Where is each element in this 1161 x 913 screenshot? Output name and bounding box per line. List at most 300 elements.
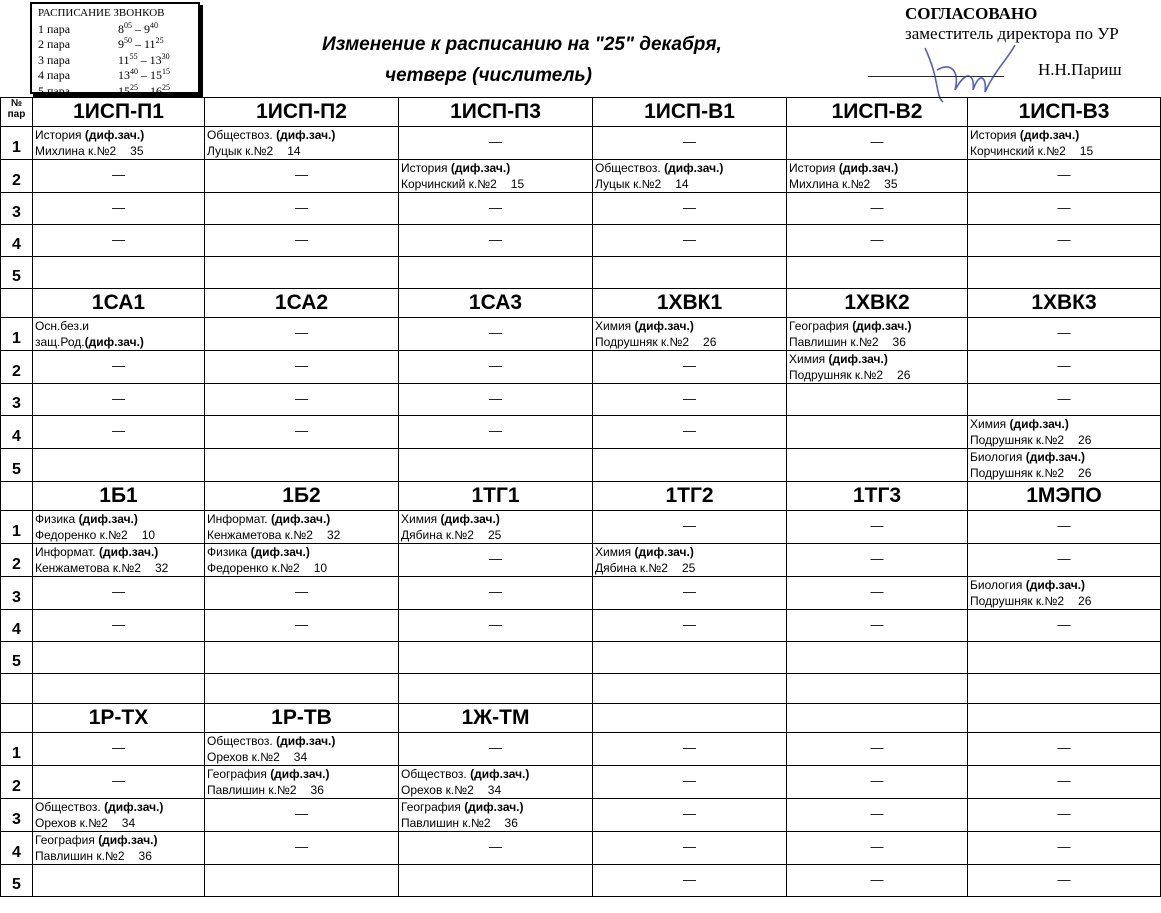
empty-lesson: — [593,193,787,225]
blank-cell [33,257,205,289]
exam-mark: (диф.зач.) [270,512,331,526]
lesson-cell [968,449,1161,482]
exam-mark: (диф.зач.) [276,128,336,142]
pair-number: 4 [1,610,33,642]
teacher-room: Орехов к.№2 [207,750,280,764]
empty-lesson: — [968,799,1161,832]
blank-cell [205,865,399,897]
exam-mark: (диф.зач.) [828,352,888,366]
blank-cell [968,642,1161,674]
empty-lesson: — [205,160,399,193]
lesson-cell [33,127,205,160]
lesson-cell [593,318,787,351]
bell-row [38,22,198,38]
spacer-row [1,674,1161,704]
pair-number: 3 [1,193,33,225]
lesson-row [1,257,1161,289]
pair-number: 2 [1,544,33,577]
empty-lesson: — [787,610,968,642]
empty-lesson: — [33,610,205,642]
blank-cell [787,384,968,416]
bell-period-label: 5 пара [38,83,71,98]
blank-cell [33,642,205,674]
blank-cell [787,674,968,704]
teacher-room: Орехов к.№2 [401,783,474,797]
empty-lesson: — [593,351,787,384]
lesson-row [1,733,1161,766]
subject: Обществоз. [207,128,273,142]
group-name: 1МЭПО [968,482,1161,511]
room-number: 26 [1078,433,1092,447]
pair-number: 4 [1,225,33,257]
lesson-row [1,351,1161,384]
blank-cell [787,257,968,289]
blank-cell [399,674,593,704]
subject: Обществоз. [595,161,661,175]
group-header-row [1,289,1161,318]
subject: Химия [789,352,826,366]
blank-cell [1,674,33,704]
teacher-room: Подрушняк к.№2 [970,433,1065,447]
group-name: 1ТГ3 [787,482,968,511]
empty-lesson: — [593,577,787,610]
exam-mark: (диф.зач.) [270,767,330,781]
empty-lesson: — [399,384,593,416]
group-name: 1Б1 [33,482,205,511]
document-header [0,0,1161,96]
subject: Обществоз. [35,800,101,814]
exam-mark: (диф.зач.) [276,734,336,748]
lesson-cell [33,799,205,832]
blank-cell [593,257,787,289]
empty-lesson: — [33,766,205,799]
lesson-row [1,544,1161,577]
empty-lesson: — [33,193,205,225]
empty-lesson: — [787,577,968,610]
room-number: 25 [681,561,696,575]
pair-number: 2 [1,351,33,384]
blank-cell [787,642,968,674]
lesson-row [1,160,1161,193]
teacher-room: Михлина к.№2 [35,144,117,158]
empty-lesson: — [787,544,968,577]
pair-number: 1 [1,511,33,544]
subject: Информат. [35,545,96,559]
group-name: 1ХВК1 [593,289,787,318]
teacher-room: Корчинский к.№2 [970,144,1066,158]
empty-lesson: — [205,416,399,449]
lesson-cell [968,416,1161,449]
blank-cell [968,674,1161,704]
empty-lesson: — [205,351,399,384]
teacher-room: Павлишин к.№2 [207,783,297,797]
empty-lesson: — [968,225,1161,257]
empty-lesson: — [205,832,399,865]
lesson-cell [399,160,593,193]
pair-number: 5 [1,449,33,482]
blank-cell [787,449,968,482]
lesson-row [1,449,1161,482]
exam-mark: (диф.зач.) [464,800,524,814]
lesson-cell [205,544,399,577]
pair-number: 5 [1,257,33,289]
empty-lesson: — [593,416,787,449]
blank-cell [33,865,205,897]
pair-number: 3 [1,577,33,610]
empty-lesson: — [399,733,593,766]
lesson-row [1,193,1161,225]
exam-mark: (диф.зач.) [664,161,724,175]
empty-lesson: — [205,193,399,225]
lesson-cell [205,733,399,766]
exam-mark: (диф.зач.) [98,833,158,847]
exam-mark: (диф.зач.) [1025,450,1086,464]
blank-cell [33,674,205,704]
lesson-row [1,766,1161,799]
empty-lesson: — [33,384,205,416]
exam-mark: (диф.зач.) [450,161,511,175]
subject: Физика [35,512,76,526]
subject: История [401,161,448,175]
empty-lesson: — [33,225,205,257]
lesson-cell [593,160,787,193]
teacher-room: Подрушняк к.№2 [970,466,1065,480]
teacher-room: Луцык к.№2 [595,177,662,191]
teacher-room: Дябина к.№2 [595,561,668,575]
empty-lesson: — [593,766,787,799]
pair-number: 5 [1,865,33,897]
title-line-2: четверг (числитель) [385,65,593,86]
empty-lesson: — [205,225,399,257]
blank-cell [968,257,1161,289]
empty-lesson: — [399,193,593,225]
group-name [593,704,787,733]
group-header-row [1,704,1161,733]
empty-lesson: — [205,577,399,610]
room-number: 35 [130,144,144,158]
lesson-cell [33,544,205,577]
room-number: 26 [1078,594,1092,608]
empty-lesson: — [968,384,1161,416]
pair-number: 1 [1,318,33,351]
approval-heading: СОГЛАСОВАНО [905,4,1038,23]
empty-lesson: — [399,832,593,865]
blank-cell [593,449,787,482]
teacher-room: Корчинский к.№2 [401,177,497,191]
empty-cell [1,704,33,733]
room-number: 26 [897,368,911,382]
teacher-room: Павлишин к.№2 [401,816,491,830]
group-name: 1ИСП-В1 [593,98,787,127]
exam-mark: (диф.зач.) [78,512,138,526]
bell-row [38,37,198,53]
empty-lesson: — [593,865,787,897]
empty-cell [1,482,33,511]
empty-lesson: — [968,832,1161,865]
pair-number-header: № пар [1,98,33,127]
teacher-room: Подрушняк к.№2 [595,335,690,349]
group-name: 1ХВК2 [787,289,968,318]
bell-period-label: 1 пара [38,21,71,36]
schedule-table [0,97,1161,897]
empty-cell [1,289,33,318]
group-name: 1Р-ТВ [205,704,399,733]
subject: История [789,161,836,175]
subject: История [970,128,1017,142]
group-name: 1ИСП-П1 [33,98,205,127]
subject: Информат. [207,512,268,526]
group-name: 1ИСП-П2 [205,98,399,127]
lesson-cell [399,766,593,799]
empty-lesson: — [33,416,205,449]
empty-lesson: — [787,193,968,225]
teacher-room: Подрушняк к.№2 [970,594,1065,608]
exam-mark: (диф.зач.) [440,512,500,526]
blank-cell [205,674,399,704]
blank-cell [399,642,593,674]
bell-period-label: 2 пара [38,37,71,51]
room-number: 14 [287,144,301,158]
bell-period-label: 4 пара [38,68,71,82]
teacher-room: Кенжаметова к.№2 [207,528,313,542]
empty-lesson: — [968,318,1161,351]
empty-lesson: — [33,351,205,384]
empty-lesson: — [968,511,1161,544]
empty-lesson: — [787,127,968,160]
empty-lesson: — [787,225,968,257]
pair-number: 3 [1,799,33,832]
lesson-cell [205,511,399,544]
group-name [968,704,1161,733]
blank-cell [593,642,787,674]
exam-mark: (диф.зач.) [84,128,145,142]
empty-lesson: — [787,799,968,832]
subject: История [35,128,82,142]
subject: Физика [207,545,248,559]
teacher-room: Михлина к.№2 [789,177,871,191]
blank-cell [593,674,787,704]
room-number: 10 [141,528,156,542]
title-line-1: Изменение к расписанию на "25" декабря, [322,34,722,55]
empty-lesson: — [968,160,1161,193]
empty-lesson: — [33,160,205,193]
empty-lesson: — [787,865,968,897]
bell-time: $9^{50} - 11^{25}$ [118,36,164,51]
empty-lesson: — [968,351,1161,384]
lesson-row [1,225,1161,257]
bell-time: $13^{40} - 15^{15}$ [118,67,170,82]
lesson-row [1,511,1161,544]
empty-lesson: — [33,577,205,610]
lesson-cell [968,577,1161,610]
empty-lesson: — [593,384,787,416]
empty-lesson: — [205,799,399,832]
room-number: 34 [121,816,136,830]
pair-number: 2 [1,160,33,193]
empty-lesson: — [205,318,399,351]
empty-lesson: — [787,733,968,766]
empty-lesson: — [787,511,968,544]
blank-cell [399,865,593,897]
lesson-cell [787,351,968,384]
room-number: 14 [675,177,689,191]
subject: защ.Род. [35,335,85,349]
group-name: 1Р-ТХ [33,704,205,733]
empty-lesson: — [593,511,787,544]
empty-lesson: — [968,544,1161,577]
teacher-room: Орехов к.№2 [35,816,108,830]
empty-lesson: — [968,766,1161,799]
group-header-row [1,98,1161,127]
group-name: 1Б2 [205,482,399,511]
teacher-room: Федоренко к.№2 [207,561,300,575]
lesson-row [1,610,1161,642]
exam-mark: (диф.зач.) [250,545,310,559]
pair-number: 2 [1,766,33,799]
empty-lesson: — [399,351,593,384]
room-number: 34 [293,750,308,764]
group-name: 1СА2 [205,289,399,318]
subject: Химия [970,417,1007,431]
exam-mark: (диф.зач.) [470,767,530,781]
teacher-room: Павлишин к.№2 [35,849,125,863]
empty-lesson: — [399,544,593,577]
bell-schedule-box [30,2,200,98]
empty-lesson: — [399,318,593,351]
exam-mark: (диф.зач.) [634,545,694,559]
blank-cell [205,257,399,289]
blank-cell [205,642,399,674]
room-number: 36 [310,783,324,797]
lesson-row [1,799,1161,832]
pair-number: 4 [1,832,33,865]
empty-lesson: — [593,799,787,832]
approver-name: Н.Н.Париш [1038,60,1122,79]
lesson-cell [968,127,1161,160]
empty-lesson: — [399,610,593,642]
lesson-row [1,865,1161,897]
group-name: 1ИСП-В3 [968,98,1161,127]
bell-period-label: 3 пара [38,52,71,67]
exam-mark: (диф.зач.) [1025,578,1086,592]
lesson-row [1,577,1161,610]
empty-lesson: — [205,610,399,642]
blank-cell [787,416,968,449]
blank-cell [399,449,593,482]
room-number: 26 [703,335,717,349]
room-number: 15 [1079,144,1094,158]
subject: Биология [970,450,1023,464]
empty-lesson: — [787,832,968,865]
room-number: 36 [504,816,518,830]
empty-lesson: — [593,832,787,865]
room-number: 25 [487,528,502,542]
bell-schedule-rows [38,22,198,100]
subject: География [401,800,461,814]
bell-row [38,53,198,69]
pair-number: 1 [1,733,33,766]
group-name: 1ХВК3 [968,289,1161,318]
lesson-cell [205,766,399,799]
teacher-room: Федоренко к.№2 [35,528,128,542]
lesson-row [1,832,1161,865]
lesson-row [1,127,1161,160]
lesson-cell [33,511,205,544]
lesson-cell [205,127,399,160]
approval-position: заместитель директора по УР [905,24,1119,43]
lesson-row [1,642,1161,674]
exam-mark: (диф.зач.) [1009,417,1069,431]
group-header-row [1,482,1161,511]
pair-number: 1 [1,127,33,160]
teacher-room: Кенжаметова к.№2 [35,561,141,575]
pair-number: 4 [1,416,33,449]
room-number: 26 [1078,466,1092,480]
lesson-cell [593,544,787,577]
exam-mark: (диф.зач.) [1019,128,1080,142]
empty-lesson: — [399,225,593,257]
group-name [787,704,968,733]
subject: Обществоз. [207,734,273,748]
exam-mark: (диф.зач.) [104,800,164,814]
subject: География [207,767,267,781]
blank-cell [33,449,205,482]
empty-lesson: — [399,416,593,449]
empty-lesson: — [968,610,1161,642]
empty-lesson: — [968,865,1161,897]
subject: Химия [595,319,632,333]
lesson-row [1,318,1161,351]
room-number: 35 [884,177,898,191]
subject: Обществоз. [401,767,467,781]
room-number: 32 [326,528,341,542]
pair-number: 5 [1,642,33,674]
empty-lesson: — [968,193,1161,225]
subject: Химия [401,512,438,526]
group-name: 1ИСП-В2 [787,98,968,127]
exam-mark: (диф.зач.) [852,319,912,333]
bell-row [38,68,198,84]
group-name: 1ТГ1 [399,482,593,511]
empty-lesson: — [593,610,787,642]
blank-cell [399,257,593,289]
bell-schedule-title: РАСПИСАНИЕ ЗВОНКОВ [38,7,165,19]
lesson-row [1,416,1161,449]
room-number: 36 [138,849,152,863]
empty-lesson: — [787,766,968,799]
teacher-room: Дябина к.№2 [401,528,474,542]
lesson-cell [399,799,593,832]
lesson-cell [33,318,205,351]
empty-lesson: — [593,127,787,160]
empty-lesson: — [593,225,787,257]
room-number: 36 [892,335,906,349]
group-name: 1ИСП-П3 [399,98,593,127]
group-name: 1СА1 [33,289,205,318]
room-number: 15 [510,177,525,191]
exam-mark: (диф.зач.) [84,335,144,349]
teacher-room: Луцык к.№2 [207,144,274,158]
blank-cell [205,449,399,482]
bell-time: $11^{55} - 13^{30}$ [118,51,170,67]
signature-line: ________________ [868,60,1004,79]
empty-lesson: — [399,577,593,610]
exam-mark: (диф.зач.) [634,319,694,333]
subject: Химия [595,545,632,559]
empty-lesson: — [33,733,205,766]
room-number: 34 [487,783,502,797]
exam-mark: (диф.зач.) [838,161,899,175]
